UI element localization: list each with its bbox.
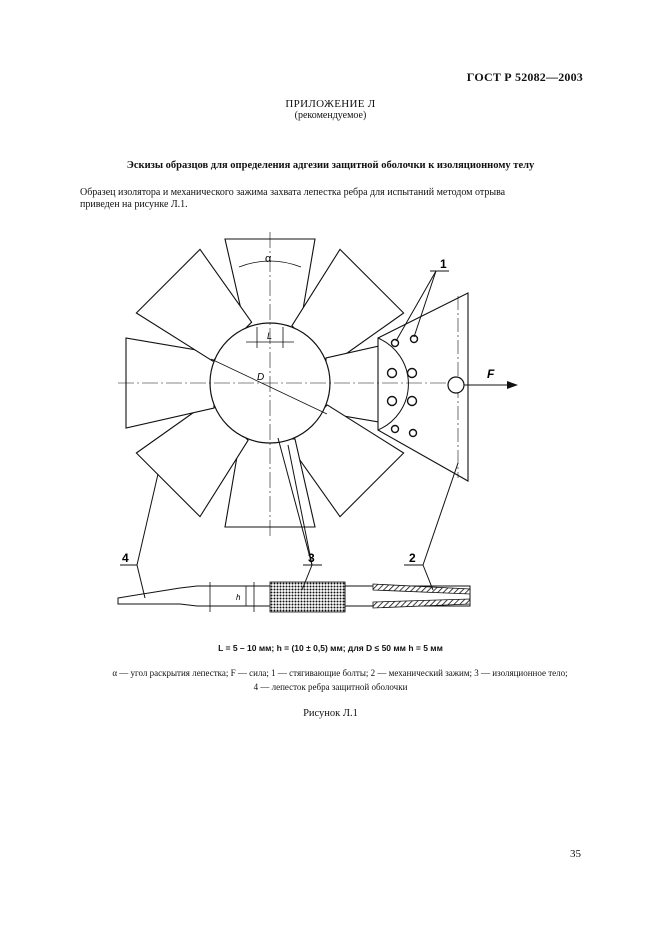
legend-line-1: α — угол раскрытия лепестка; F — сила; 1 — стягивающие болты; 2 — механический зажим; 3 — изоляционное тело; [112,668,568,678]
callout-4: 4 [122,551,129,565]
appendix-subtitle: (рекомендуемое) [294,110,367,121]
figure-caption: Рисунок Л.1 [303,708,358,719]
paragraph-line-1: Образец изолятора и механического зажима захвата лепестка ребра для испытаний методом отрыва [80,187,506,198]
bolt [410,430,417,437]
cross-section [118,582,470,612]
insulator-section [270,582,345,612]
bolt [388,369,397,378]
page-number: 35 [570,848,581,860]
appendix-title: ПРИЛОЖЕНИЕ Л [285,98,376,110]
pulling-hole [448,377,464,393]
legend-line-2: 4 — лепесток ребра защитной оболочки [253,682,408,692]
specimen-drawing [100,228,540,628]
callout-1: 1 [440,257,447,271]
bolt [408,397,417,406]
F-label: F [487,367,495,381]
callout-2: 2 [409,551,416,565]
force-arrowhead [507,381,518,389]
alpha-label: α [265,253,272,265]
paragraph-line-2: приведен на рисунке Л.1. [80,199,188,210]
L-label: L [267,331,273,341]
h-label: h [236,593,241,602]
dimensions-note: L = 5 – 10 мм; h = (10 ± 0,5) мм; для D ≤ 50 мм h = 5 мм [218,643,443,653]
D-label: D [257,372,265,383]
bolt [408,369,417,378]
bolt [392,426,399,433]
bolt [388,397,397,406]
section-heading: Эскизы образцов для определения адгезии защитной оболочки к изоляционному телу [126,160,535,171]
bolt [392,340,399,347]
standard-number: ГОСТ Р 52082—2003 [466,70,583,84]
callout-3: 3 [308,551,315,565]
